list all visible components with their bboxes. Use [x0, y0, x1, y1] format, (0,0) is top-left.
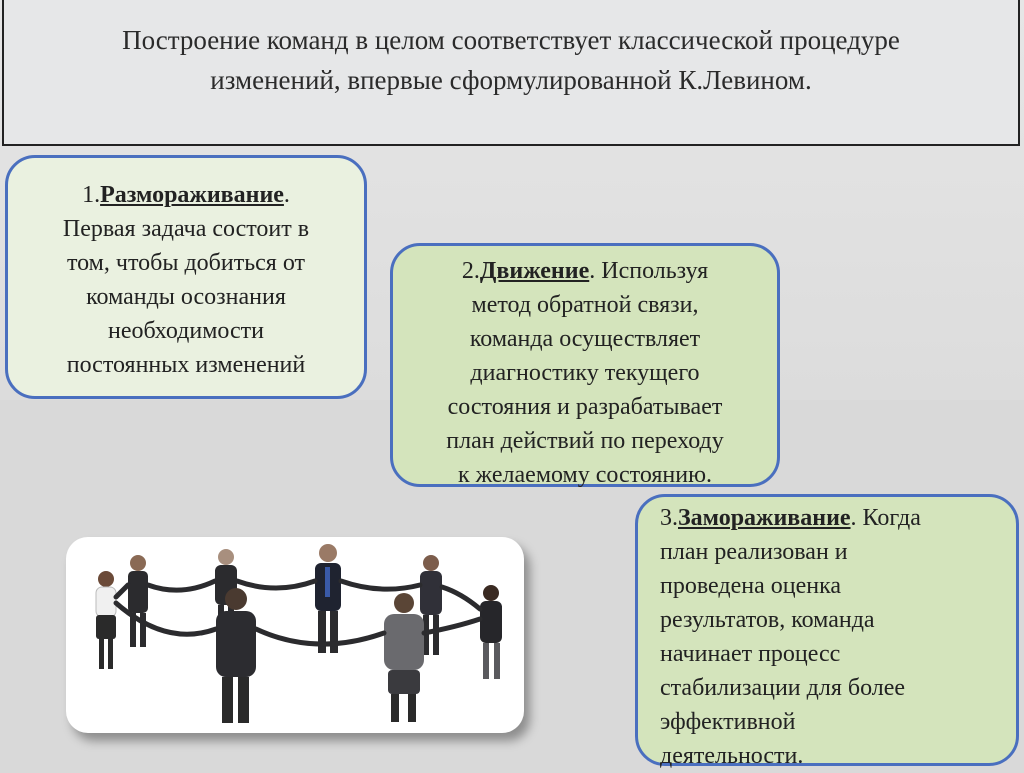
team-circle-illustration [66, 537, 524, 733]
stage-1-number: 1. [82, 182, 101, 208]
stage-2-number: 2. [461, 258, 480, 284]
stage-3-heading [660, 501, 1006, 535]
stage-3-name: Замораживание [678, 505, 851, 531]
stage-2-box [390, 243, 780, 487]
stage-2-name: Движение [479, 258, 590, 284]
stage-3-tail: . Когда [850, 505, 921, 531]
stage-2-line: план действий по переходу [446, 428, 724, 454]
stage-3-line: начинает процесс [660, 641, 841, 667]
stage-2-line: к желаемому состоянию. [457, 462, 713, 488]
page-title [4, 20, 1018, 100]
stage-1-line: необходимости [107, 318, 264, 344]
title-line-1: Построение команд в целом соответствует классической процедуре [122, 25, 900, 55]
stage-3-line: эффективной [660, 709, 796, 735]
stage-1-line: команды осознания [86, 284, 286, 310]
stage-1-line: Первая задача состоит в [62, 216, 310, 242]
stage-2-heading [403, 254, 767, 288]
title-line-2: изменений, впервые сформулированной К.Левином. [210, 65, 812, 95]
stage-2-line: состояния и разрабатывает [447, 394, 723, 420]
stage-2-line: диагностику текущего [470, 360, 700, 386]
stage-2-tail: . Используя [589, 258, 709, 284]
stage-1-box [5, 155, 367, 399]
team-circle-photo [66, 537, 524, 733]
stage-1-line: постоянных изменений [66, 352, 306, 378]
stage-3-number: 3. [660, 505, 678, 531]
stage-3-line: деятельности. [660, 743, 804, 769]
stage-1-name: Размораживание [100, 182, 284, 208]
stage-3-line: стабилизации для более [660, 675, 906, 701]
stage-3-box [635, 494, 1019, 769]
title-box [2, 0, 1020, 146]
stage-2-line: команда осуществляет [469, 326, 701, 352]
stage-1-line: том, чтобы добиться от [66, 250, 306, 276]
stage-3-line: результатов, команда [660, 607, 875, 633]
stage-3-line: план реализован и [660, 539, 848, 565]
stage-1-after: . [283, 182, 290, 208]
stage-3-line: проведена оценка [660, 573, 842, 599]
stage-2-line: метод обратной связи, [471, 292, 699, 318]
stage-1-heading [22, 178, 350, 212]
